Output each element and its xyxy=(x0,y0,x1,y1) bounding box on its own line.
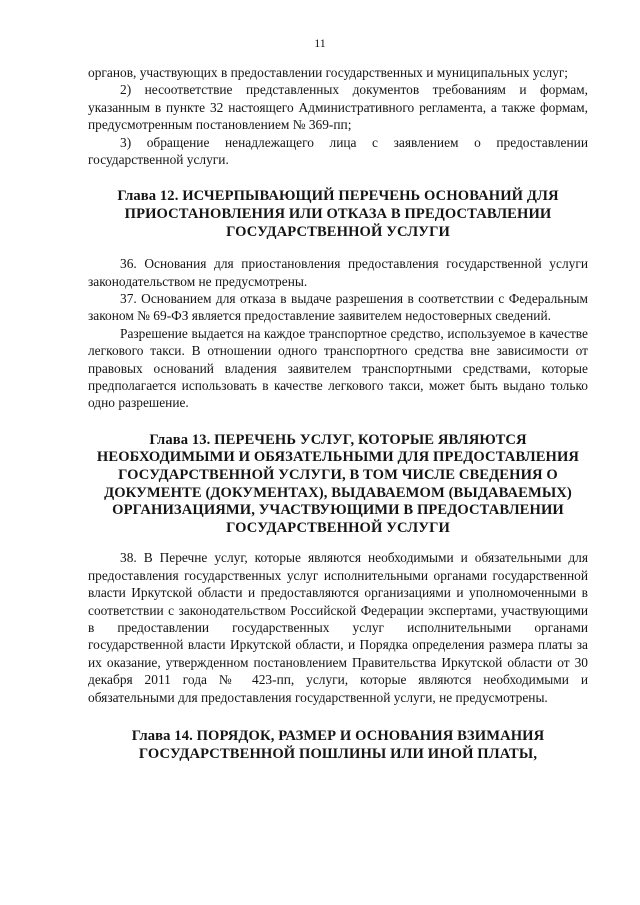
paragraph-36: 36. Основания для приостановления предоставления государственной услуги законодательством не предусмотрены. xyxy=(88,256,588,289)
chapter-14-title: Глава 14. ПОРЯДОК, РАЗМЕР И ОСНОВАНИЯ ВЗИМАНИЯ ГОСУДАРСТВЕННОЙ ПОШЛИНЫ ИЛИ ИНОЙ ПЛАТЫ, xyxy=(131,728,545,762)
paragraph-38: 38. В Перечне услуг, которые являются необходимыми и обязательными для предоставления государственных услуг исполнительными органами государственной власти Иркутской области и предоставляются организациями и уполномоченными в соответствии с законодательством Российской Федерации экспертами, участвующими в предоставлении государственных услуг исполнительными органами государственной власти Иркутской области, и Порядка определения размера платы за их оказание, утвержденном постановлением Правительства Иркутской области от 30 декабря 2011 года № 423-пп, услуги, которые являются необходимыми и обязательными для предоставления государственной услуги, не предусмотрены. xyxy=(88,550,588,705)
list-item-2: 2) несоответствие представленных документов требованиям и формам, указанным в пункте 32 настоящего Административного регламента, а также формам, предусмотренным постановлением № 369-пп; xyxy=(88,82,588,133)
paragraph-37: 37. Основанием для отказа в выдаче разрешения в соответствии с Федеральным законом № 69-ФЗ является предоставление заявителем недостоверных сведений. xyxy=(88,291,588,324)
page-number: 11 xyxy=(314,36,326,50)
intro-continuation: органов, участвующих в предоставлении государственных и муниципальных услуг; xyxy=(88,65,569,80)
chapter-12-title: Глава 12. ИСЧЕРПЫВАЮЩИЙ ПЕРЕЧЕНЬ ОСНОВАНИЙ ДЛЯ ПРИОСТАНОВЛЕНИЯ ИЛИ ОТКАЗА В ПРЕДОСТАВЛЕНИИ ГОСУДАРСТВЕННОЙ УСЛУГИ xyxy=(117,188,559,240)
list-item-3: 3) обращение ненадлежащего лица с заявлением о предоставлении государственной услуги. xyxy=(88,134,588,168)
chapter-13-title: Глава 13. ПЕРЕЧЕНЬ УСЛУГ, КОТОРЫЕ ЯВЛЯЮТСЯ НЕОБХОДИМЫМИ И ОБЯЗАТЕЛЬНЫМИ ДЛЯ ПРЕДОСТАВЛЕНИЯ ГОСУДАРСТВЕННОЙ УСЛУГИ, В ТОМ ЧИСЛЕ СВЕДЕНИЯ О ДОКУМЕНТЕ (ДОКУМЕНТАХ), ВЫДАВАЕМОМ (ВЫДАВАЕМЫХ) ОРГАНИЗАЦИЯМИ, УЧАСТВУЮЩИМИ В ПРЕДОСТАВЛЕНИИ ГОСУДАРСТВЕННОЙ УСЛУГИ xyxy=(96,431,580,536)
page-body xyxy=(88,64,588,763)
paragraph-37-permit: Разрешение выдается на каждое транспортное средство, используемое в качестве легкового такси. В отношении одного транспортного средства вне зависимости от правовых оснований владения заявителем транспортными средствами, которые предполагается использовать в качестве легкового такси, может быть выдано только одно разрешение. xyxy=(88,325,588,411)
